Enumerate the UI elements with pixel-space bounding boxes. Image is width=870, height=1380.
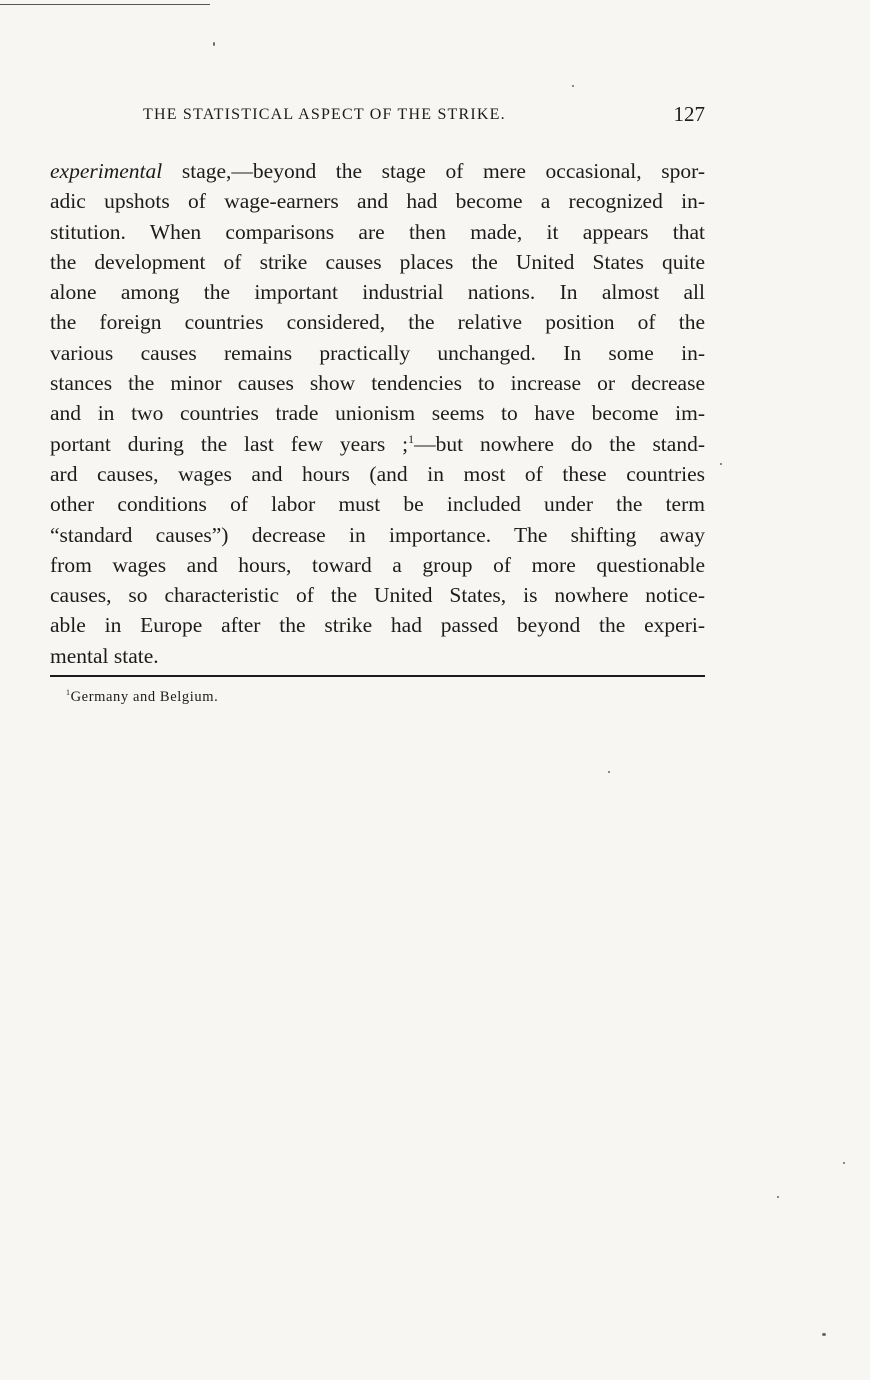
- footnote-reference[interactable]: 1: [408, 431, 415, 446]
- text-line: stitution. When comparisons are then made, it appears that: [50, 219, 705, 244]
- text-line: from wages and hours, toward a group of more questionable: [50, 552, 705, 577]
- text-line: portant during the last few years ;$^1$—but nowhere do the stand-: [50, 431, 705, 456]
- text-line: various causes remains practically unchanged. In some in-: [50, 340, 705, 365]
- text-line: able in Europe after the strike had passed beyond the experi-: [50, 613, 705, 638]
- scan-speck: [843, 1162, 845, 1164]
- text-line: stances the minor causes show tendencies to increase or decrease: [50, 371, 705, 396]
- text-line: the foreign countries considered, the relative position of the: [50, 310, 705, 335]
- footnote-rule: [50, 675, 705, 677]
- footnote-text: Germany and Belgium.: [70, 689, 219, 705]
- text-line: other conditions of labor must be included under the term: [50, 492, 705, 517]
- text-line: causes, so characteristic of the United States, is nowhere notice-: [50, 583, 705, 608]
- page-number: 127: [673, 102, 705, 126]
- text-line: alone among the important industrial nations. In almost all: [50, 280, 705, 305]
- running-head: THE STATISTICAL ASPECT OF THE STRIKE.: [143, 106, 506, 123]
- scan-speck: [822, 1333, 826, 1336]
- text-line: the development of strike causes places the United States quite: [50, 249, 705, 274]
- scan-speck: [608, 771, 610, 773]
- top-edge-rule: [0, 4, 210, 5]
- text-line: and in two countries trade unionism seems to have become im-: [50, 401, 705, 426]
- page-header: [50, 104, 705, 128]
- text-line: experimental stage,—beyond the stage of mere occasional, spor-: [50, 159, 705, 183]
- scan-speck: [720, 463, 722, 465]
- scan-speck: [572, 85, 574, 87]
- scan-speck: [213, 42, 215, 46]
- text-line: ard causes, wages and hours (and in most of these countries: [50, 461, 705, 486]
- scan-speck: [777, 1196, 779, 1198]
- italic-term: experimental: [50, 159, 163, 183]
- footnote-marker: 1: [66, 688, 71, 698]
- footnote: [66, 689, 218, 706]
- text-line: mental state.: [50, 643, 159, 668]
- body-paragraph: [50, 156, 705, 671]
- text-line: “standard causes”) decrease in importance. The shifting away: [50, 522, 705, 547]
- text-line: adic upshots of wage-earners and had become a recognized in-: [50, 189, 705, 214]
